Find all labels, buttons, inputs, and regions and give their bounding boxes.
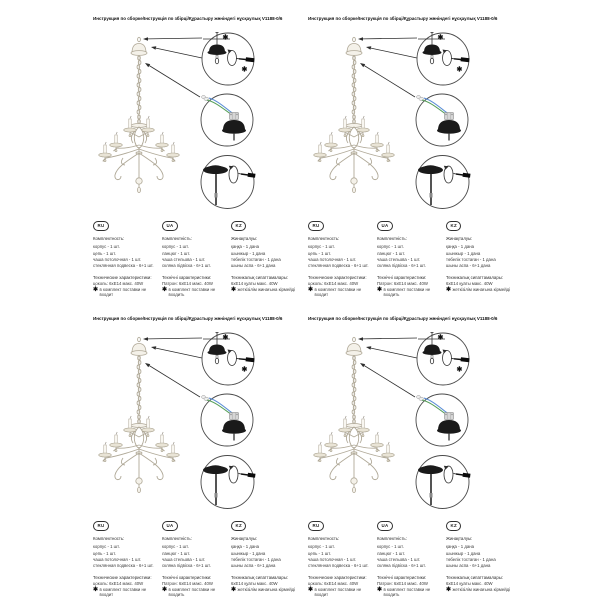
column-ua [377,521,443,598]
kit-item: скляна підвіска - 6+1 шт. [377,263,426,269]
specs-header: Технічні характеристики: [162,274,212,280]
kit-item: корпус - 1 шт. [377,544,404,550]
footnote-asterisk: ✱ [162,287,168,294]
specs-line: цоколь: 6хЕ14 макс. 40W [308,280,359,286]
ceiling-cup-rim [346,51,362,56]
chain-link [353,37,356,41]
chandelier-body [330,424,378,493]
specs-line: 6хЕ14 қуаты макс. 40W [446,280,493,286]
kit-header: Комплектність: [377,535,407,541]
bottom-ball [351,178,357,184]
detail-step-1-ceiling-mount [417,333,470,386]
spec-columns [93,521,299,598]
kit-item: ланцюг - 1 шт. [162,250,191,256]
chandelier-body [115,124,163,193]
detail-step-3-fix-canopy [201,456,256,509]
kit-item: қаңқа - 1 дана [231,544,259,550]
kit-header: Комплектность: [93,235,125,241]
kit-item: қаңқа - 1 дана [446,244,474,250]
kit-item: стеклянная подвеска - 6+1 шт. [93,263,154,269]
kit-item: шынжыр - 1 дана [231,550,266,556]
locking-collar [430,493,433,498]
page-title: Инструкция по сборке/Інструкція по збірці/Құрастыру жөніндегі нұсқаулық V1188-0/6 [93,316,283,321]
kit-header: Жинақталуы: [231,235,258,241]
kit-items [308,544,374,568]
footnote [93,587,159,598]
specs-line: Патрон: 6хЕ14 макс. 40W [377,580,428,586]
detail-step-1-ceiling-mount [417,33,470,86]
suspension-chain [137,55,141,124]
locking-collar [430,193,433,198]
footnote-text: жеткізілім жинағына кірмейді [237,587,296,593]
column-ua [377,221,443,298]
kit-header: Жинақталуы: [446,535,473,541]
specs-header: Технічні характеристики: [377,574,427,580]
lang-badge-ru: RU [308,521,324,531]
ceiling-cup-rim [346,351,362,356]
specs-header: Технические характеристики: [93,574,152,580]
specs-header: Техникалық сипаттамалары: [446,274,503,280]
not-included-asterisk: ✱ [241,366,248,374]
not-included-asterisk: ✱ [222,334,229,342]
chandelier-illustration [99,37,180,192]
specs-line: 6хЕ14 қуаты макс. 40W [231,280,278,286]
kit-items [162,244,228,268]
kit-item: корпус - 1 шт. [162,544,189,550]
chain-link [138,337,141,341]
instruction-page-bottom-right [300,300,600,600]
kit-item: шыны аспа - 6+1 дана [231,563,276,569]
not-included-asterisk: ✱ [241,66,248,74]
column-ua [162,521,228,598]
glass-drop [352,487,355,492]
footnote-text: жеткізілім жинағына кірмейді [452,287,511,293]
column-ru [93,521,159,598]
terminal-block-icon [230,113,239,120]
specs-header: Технические характеристики: [93,274,152,280]
terminal-block-icon [230,413,239,420]
footnote [377,287,443,298]
footnote [162,587,228,598]
bottom-ball [351,478,357,484]
column-kz [446,521,512,598]
footnote-text: жеткізілім жинағына кірмейді [237,287,296,293]
footnote-text: в комплект поставки не входит [99,587,147,598]
kit-items [231,544,297,568]
spec-columns [308,221,514,298]
kit-item: скляна підвіска - 6+1 шт. [162,563,211,569]
footnote [93,287,159,298]
chandelier-illustration [314,337,395,492]
lang-badge-ua: UA [162,521,178,531]
kit-item: стеклянная подвеска - 6+1 шт. [93,563,154,569]
footnote-asterisk: ✱ [308,287,314,294]
kit-item: чаша стельова - 1 шт. [162,557,206,563]
assembly-diagram [93,327,301,519]
kit-items [446,244,512,268]
kit-items [162,544,228,568]
kit-item: төбелік тостаған - 1 дана [446,557,496,563]
kit-item: шынжыр - 1 дана [446,550,481,556]
glass-drop [137,187,140,192]
kit-item: шыны аспа - 6+1 дана [446,563,491,569]
chain-link [353,337,356,341]
pointer-arrows [143,37,202,97]
kit-item: шынжыр - 1 дана [231,250,266,256]
specs-header: Технические характеристики: [308,574,367,580]
specs-line: цоколь: 6хЕ14 макс. 40W [308,580,359,586]
bottom-ball [136,478,142,484]
instruction-page-top-left [0,0,300,300]
assembly-diagram [93,27,301,219]
kit-item: корпус - 1 шт. [93,244,120,250]
instruction-page-bottom-left [0,300,300,600]
specs-header: Технічні характеристики: [377,274,427,280]
kit-item: скляна підвіска - 6+1 шт. [162,263,211,269]
footnote-asterisk: ✱ [231,587,237,594]
not-included-asterisk: ✱ [437,34,444,42]
kit-header: Комплектність: [162,235,192,241]
lang-badge-kz: KZ [446,521,461,531]
kit-items [93,544,159,568]
kit-item: шыны аспа - 6+1 дана [446,263,491,269]
footnote-text: в комплект поставки не входить [168,287,216,298]
column-ua [162,221,228,298]
footnote [308,587,374,598]
footnote-text: в комплект поставки не входить [383,587,431,598]
specs-header: Технічні характеристики: [162,574,212,580]
assembly-diagram [308,327,516,519]
kit-header: Комплектность: [308,535,340,541]
detail-step-2-wiring [416,394,468,446]
kit-items [93,244,159,268]
kit-item: цепь - 1 шт. [308,250,331,256]
column-ru [308,221,374,298]
kit-items [377,244,443,268]
kit-item: корпус - 1 шт. [162,244,189,250]
kit-item: чаша потолочная - 1 шт. [308,257,357,263]
kit-items [446,544,512,568]
page-title: Инструкция по сборке/Інструкція по збірці/Құрастыру жөніндегі нұсқаулық V1188-0/6 [308,16,498,21]
spec-columns [93,221,299,298]
not-included-asterisk: ✱ [437,334,444,342]
column-ru [308,521,374,598]
not-included-asterisk: ✱ [222,34,229,42]
chandelier-body [330,124,378,193]
footnote-asterisk: ✱ [308,587,314,594]
chandelier-body [115,424,163,493]
kit-item: чаша стельова - 1 шт. [377,557,421,563]
specs-line: цоколь: 6хЕ14 макс. 40W [93,580,144,586]
kit-items [377,544,443,568]
footnote-text: в комплект поставки не входить [168,587,216,598]
page-content [308,300,516,600]
page-content [308,0,516,300]
specs-header: Техникалық сипаттамалары: [231,574,288,580]
kit-item: ланцюг - 1 шт. [377,550,406,556]
footnote-asterisk: ✱ [377,587,383,594]
specs-line: Патрон: 6хЕ14 макс. 40W [162,280,213,286]
detail-step-3-fix-canopy [416,156,471,209]
lang-badge-ua: UA [377,521,393,531]
footnote [377,587,443,598]
footnote-text: жеткізілім жинағына кірмейді [452,587,511,593]
kit-item: чаша потолочная - 1 шт. [308,557,357,563]
kit-item: корпус - 1 шт. [377,244,404,250]
specs-line: Патрон: 6хЕ14 макс. 40W [162,580,213,586]
footnote-asterisk: ✱ [93,587,99,594]
glass-drop [137,487,140,492]
specs-line: цоколь: 6хЕ14 макс. 40W [93,280,144,286]
lang-badge-ua: UA [377,221,393,231]
detail-step-1-ceiling-mount [202,333,255,386]
not-included-asterisk: ✱ [456,366,463,374]
terminal-block-icon [445,113,454,120]
kit-header: Жинақталуы: [231,535,258,541]
kit-header: Комплектность: [93,535,125,541]
detail-step-2-wiring [201,394,253,446]
suspension-chain [352,355,356,424]
footnote [308,287,374,298]
specs-line: 6хЕ14 қуаты макс. 40W [231,580,278,586]
footnote-asterisk: ✱ [231,287,237,294]
kit-header: Комплектность: [308,235,340,241]
terminal-block-icon [445,413,454,420]
detail-step-3-fix-canopy [201,156,256,209]
kit-item: шыны аспа - 6+1 дана [231,263,276,269]
kit-item: чаша стельова - 1 шт. [377,257,421,263]
footnote [446,287,512,293]
chandelier-illustration [314,37,395,192]
kit-item: қаңқа - 1 дана [231,244,259,250]
page-content [93,0,301,300]
assembly-diagram [308,27,516,219]
specs-header: Техникалық сипаттамалары: [446,574,503,580]
kit-header: Жинақталуы: [446,235,473,241]
kit-items [231,244,297,268]
kit-item: шынжыр - 1 дана [446,250,481,256]
kit-item: чаша стельова - 1 шт. [162,257,206,263]
footnote [446,587,512,593]
footnote-asterisk: ✱ [93,287,99,294]
lang-badge-ru: RU [93,521,109,531]
page-title: Инструкция по сборке/Інструкція по збірці/Құрастыру жөніндегі нұсқаулық V1188-0/6 [93,16,283,21]
kit-item: цепь - 1 шт. [308,550,331,556]
lang-badge-kz: KZ [231,521,246,531]
lang-badge-kz: KZ [231,221,246,231]
kit-item: цепь - 1 шт. [93,550,116,556]
ceiling-cup-rim [131,51,147,56]
kit-item: корпус - 1 шт. [308,244,335,250]
specs-line: 6хЕ14 қуаты макс. 40W [446,580,493,586]
specs-header: Техникалық сипаттамалары: [231,274,288,280]
specs-header: Технические характеристики: [308,274,367,280]
not-included-asterisk: ✱ [456,66,463,74]
footnote-text: в комплект поставки не входит [99,287,147,298]
footnote-asterisk: ✱ [446,287,452,294]
kit-item: төбелік тостаған - 1 дана [231,557,281,563]
pointer-arrows [358,37,417,97]
detail-step-1-ceiling-mount [202,33,255,86]
bottom-ball [136,178,142,184]
chandelier-illustration [99,337,180,492]
spec-columns [308,521,514,598]
footnote-text: в комплект поставки не входить [383,287,431,298]
lang-badge-ua: UA [162,221,178,231]
kit-item: төбелік тостаған - 1 дана [446,257,496,263]
column-kz [446,221,512,298]
kit-item: корпус - 1 шт. [93,544,120,550]
kit-item: ланцюг - 1 шт. [377,250,406,256]
lang-badge-ru: RU [308,221,324,231]
kit-header: Комплектність: [377,235,407,241]
kit-item: төбелік тостаған - 1 дана [231,257,281,263]
page-title: Инструкция по сборке/Інструкція по збірці/Құрастыру жөніндегі нұсқаулық V1188-0/6 [308,316,498,321]
kit-header: Комплектність: [162,535,192,541]
footnote-asterisk: ✱ [446,587,452,594]
footnote-asterisk: ✱ [162,587,168,594]
locking-collar [215,193,218,198]
specs-line: Патрон: 6хЕ14 макс. 40W [377,280,428,286]
instruction-page-top-right [300,0,600,300]
detail-step-2-wiring [201,94,253,146]
footnote [231,287,297,293]
kit-item: қаңқа - 1 дана [446,544,474,550]
footnote-text: в комплект поставки не входит [314,287,362,298]
kit-item: чаша потолочная - 1 шт. [93,257,142,263]
pointer-arrows [143,337,202,397]
kit-item: цепь - 1 шт. [93,250,116,256]
suspension-chain [352,55,356,124]
kit-item: ланцюг - 1 шт. [162,550,191,556]
detail-step-3-fix-canopy [416,456,471,509]
chain-link [138,37,141,41]
column-ru [93,221,159,298]
detail-step-2-wiring [416,94,468,146]
footnote [162,287,228,298]
kit-item: чаша потолочная - 1 шт. [93,557,142,563]
locking-collar [215,493,218,498]
kit-item: стеклянная подвеска - 6+1 шт. [308,563,369,569]
kit-item: скляна підвіска - 6+1 шт. [377,563,426,569]
kit-items [308,244,374,268]
lang-badge-ru: RU [93,221,109,231]
glass-drop [352,187,355,192]
ceiling-cup-rim [131,351,147,356]
pointer-arrows [358,337,417,397]
suspension-chain [137,355,141,424]
kit-item: корпус - 1 шт. [308,544,335,550]
column-kz [231,221,297,298]
column-kz [231,521,297,598]
kit-item: стеклянная подвеска - 6+1 шт. [308,263,369,269]
footnote-asterisk: ✱ [377,287,383,294]
page-content [93,300,301,600]
footnote-text: в комплект поставки не входит [314,587,362,598]
footnote [231,587,297,593]
lang-badge-kz: KZ [446,221,461,231]
